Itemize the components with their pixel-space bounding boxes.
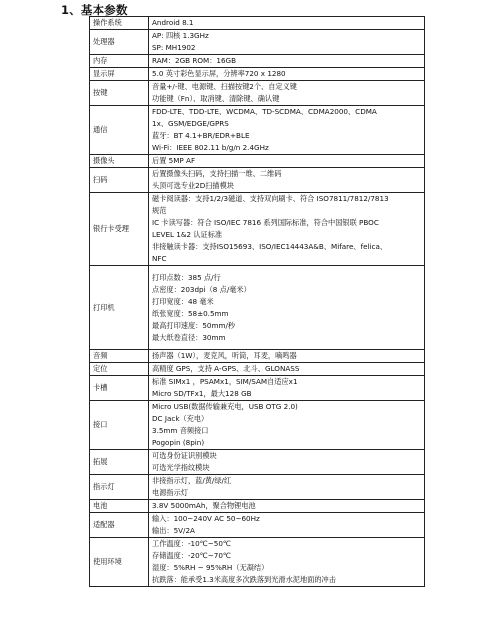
spec-row [90,193,425,266]
spec-value [149,401,425,450]
spec-value-line: 磁卡阅读器：支持1/2/3磁道、支持双向刷卡、符合 ISO7811/7812/7813 [152,194,389,203]
spec-value-line: 高精度 GPS，支持 A-GPS、北斗、GLONASS [152,364,300,373]
spec-value [149,376,425,401]
spec-value-line: RAM：2GB ROM：16GB [152,56,237,65]
spec-value-line: Android 8.1 [152,18,194,27]
spec-value [149,350,425,363]
spec-value-line: 电源指示灯 [152,488,188,497]
spec-key: 使用环境 [90,538,149,587]
spec-value [149,450,425,475]
spec-value-line: 湿度：5%RH ~ 95%RH（无凝结） [152,563,269,572]
spec-row [90,513,425,538]
spec-value-line: Pogopin (8pin) [152,438,205,447]
spec-table [89,16,425,587]
spec-row [90,450,425,475]
spec-value [149,363,425,376]
spec-table-body [90,17,425,587]
spec-key: 操作系统 [90,17,149,30]
spec-value [149,513,425,538]
spec-value-line: 工作温度：-10℃~50℃ [152,539,231,548]
spec-row [90,401,425,450]
spec-value-line: Micro SD/TFx1，最大128 GB [152,389,252,398]
spec-value-line: 最大纸卷直径：30mm [152,332,226,342]
spec-row [90,55,425,68]
spec-key: 摄像头 [90,155,149,168]
spec-value-line: SP: MH1902 [152,43,196,52]
spec-row [90,30,425,55]
spec-value-line: IC 卡读写器：符合 ISO/IEC 7816 系列国际标准，符合中国银联 PBOC [152,218,379,227]
spec-key: 定位 [90,363,149,376]
spec-value [149,155,425,168]
spec-key: 接口 [90,401,149,450]
spec-value-line: 扬声器（1W），麦克风，听筒，耳麦，嘀鸣器 [152,351,297,360]
spec-key: 电池 [90,500,149,513]
spec-value-line: 5.0 英寸彩色显示屏，分辨率720 x 1280 [152,69,286,78]
spec-value-line: LEVEL 1&2 认证标准 [152,230,223,239]
spec-row [90,538,425,587]
spec-value [149,81,425,106]
spec-key: 内存 [90,55,149,68]
spec-value-line: NFC [152,254,167,263]
spec-key: 音频 [90,350,149,363]
spec-row [90,266,425,350]
spec-value [149,266,425,350]
spec-value [149,55,425,68]
spec-value-line: 打印点数：385 点/行 [152,272,221,282]
spec-value [149,538,425,587]
spec-key: 通信 [90,106,149,155]
spec-value-line: 后置摄像头扫码，支持扫描一维、二维码 [152,169,282,178]
spec-row [90,81,425,106]
spec-row [90,350,425,363]
spec-row [90,168,425,193]
spec-value-line: 非接指示灯，蓝/黄/绿/红 [152,476,232,485]
spec-row [90,155,425,168]
spec-value-line: AP: 四核 1.3GHz [152,31,209,40]
spec-value-line: DC Jack（充电） [152,414,209,423]
spec-value-line: Wi-Fi：IEEE 802.11 b/g/n 2.4GHz [152,143,269,152]
spec-value [149,193,425,266]
spec-key: 处理器 [90,30,149,55]
spec-value-line: 1x、GSM/EDGE/GPRS [152,119,229,128]
spec-value [149,500,425,513]
spec-value-line: 功能键（Fn）、取消键、清除键、确认键 [152,94,280,103]
spec-value-line: 最高打印速度：50mm/秒 [152,320,236,330]
spec-key: 银行卡受理 [90,193,149,266]
spec-value-line: 存储温度：-20℃~70℃ [152,551,231,560]
spec-value-line: 抗跌落：能承受1.3米高度多次跌落到光滑水泥地面的冲击 [152,575,336,584]
spec-value-line: Micro USB(数据传输兼充电，USB OTG 2.0) [152,402,298,411]
spec-value-line: 规范 [152,206,167,215]
spec-row [90,17,425,30]
spec-value-line: 头顶可选专业2D扫描模块 [152,181,234,190]
spec-value [149,68,425,81]
spec-value-line: 后置 5MP AF [152,156,196,165]
spec-value [149,30,425,55]
spec-key: 指示灯 [90,475,149,500]
spec-value-line: 3.8V 5000mAh，聚合物锂电池 [152,501,256,510]
spec-value-line: 纸张宽度：58±0.5mm [152,308,229,318]
spec-value [149,475,425,500]
spec-row [90,363,425,376]
spec-value [149,106,425,155]
spec-row [90,68,425,81]
spec-key: 打印机 [90,266,149,350]
spec-value-line: 可选身份证识别模块 [152,451,217,460]
spec-value-line: 非接触读卡器：支持ISO15693、ISO/IEC14443A&B、Mifare、felica、 [152,242,388,251]
section-title: 1、基本参数 [61,3,128,17]
spec-key: 适配器 [90,513,149,538]
spec-row [90,106,425,155]
spec-value-line: 可选光学指纹模块 [152,463,210,472]
spec-key: 卡槽 [90,376,149,401]
spec-value-line: 打印宽度：48 毫米 [152,296,214,306]
spec-row [90,376,425,401]
spec-row [90,500,425,513]
spec-row [90,475,425,500]
spec-value-line: 蓝牙：BT 4.1+BR/EDR+BLE [152,131,250,140]
spec-key: 扫码 [90,168,149,193]
spec-value-line: FDD-LTE、TDD-LTE、WCDMA、TD-SCDMA、CDMA2000、CDMA [152,107,377,116]
spec-key: 显示屏 [90,68,149,81]
spec-value-line: 输入：100~240V AC 50~60Hz [152,514,260,523]
spec-key: 按键 [90,81,149,106]
spec-value [149,17,425,30]
spec-value-line: 3.5mm 音频接口 [152,426,209,435]
spec-key: 拓展 [90,450,149,475]
spec-value-line: 音量+/-键、电源键、扫描按键2个、自定义键 [152,82,297,91]
spec-value [149,168,425,193]
spec-value-line: 输出：5V/2A [152,526,195,535]
spec-value-line: 标准 SIMx1 ，PSAMx1，SIM/SAM自适应x1 [152,377,298,386]
spec-value-line: 点密度：203dpi（8 点/毫米） [152,284,251,294]
